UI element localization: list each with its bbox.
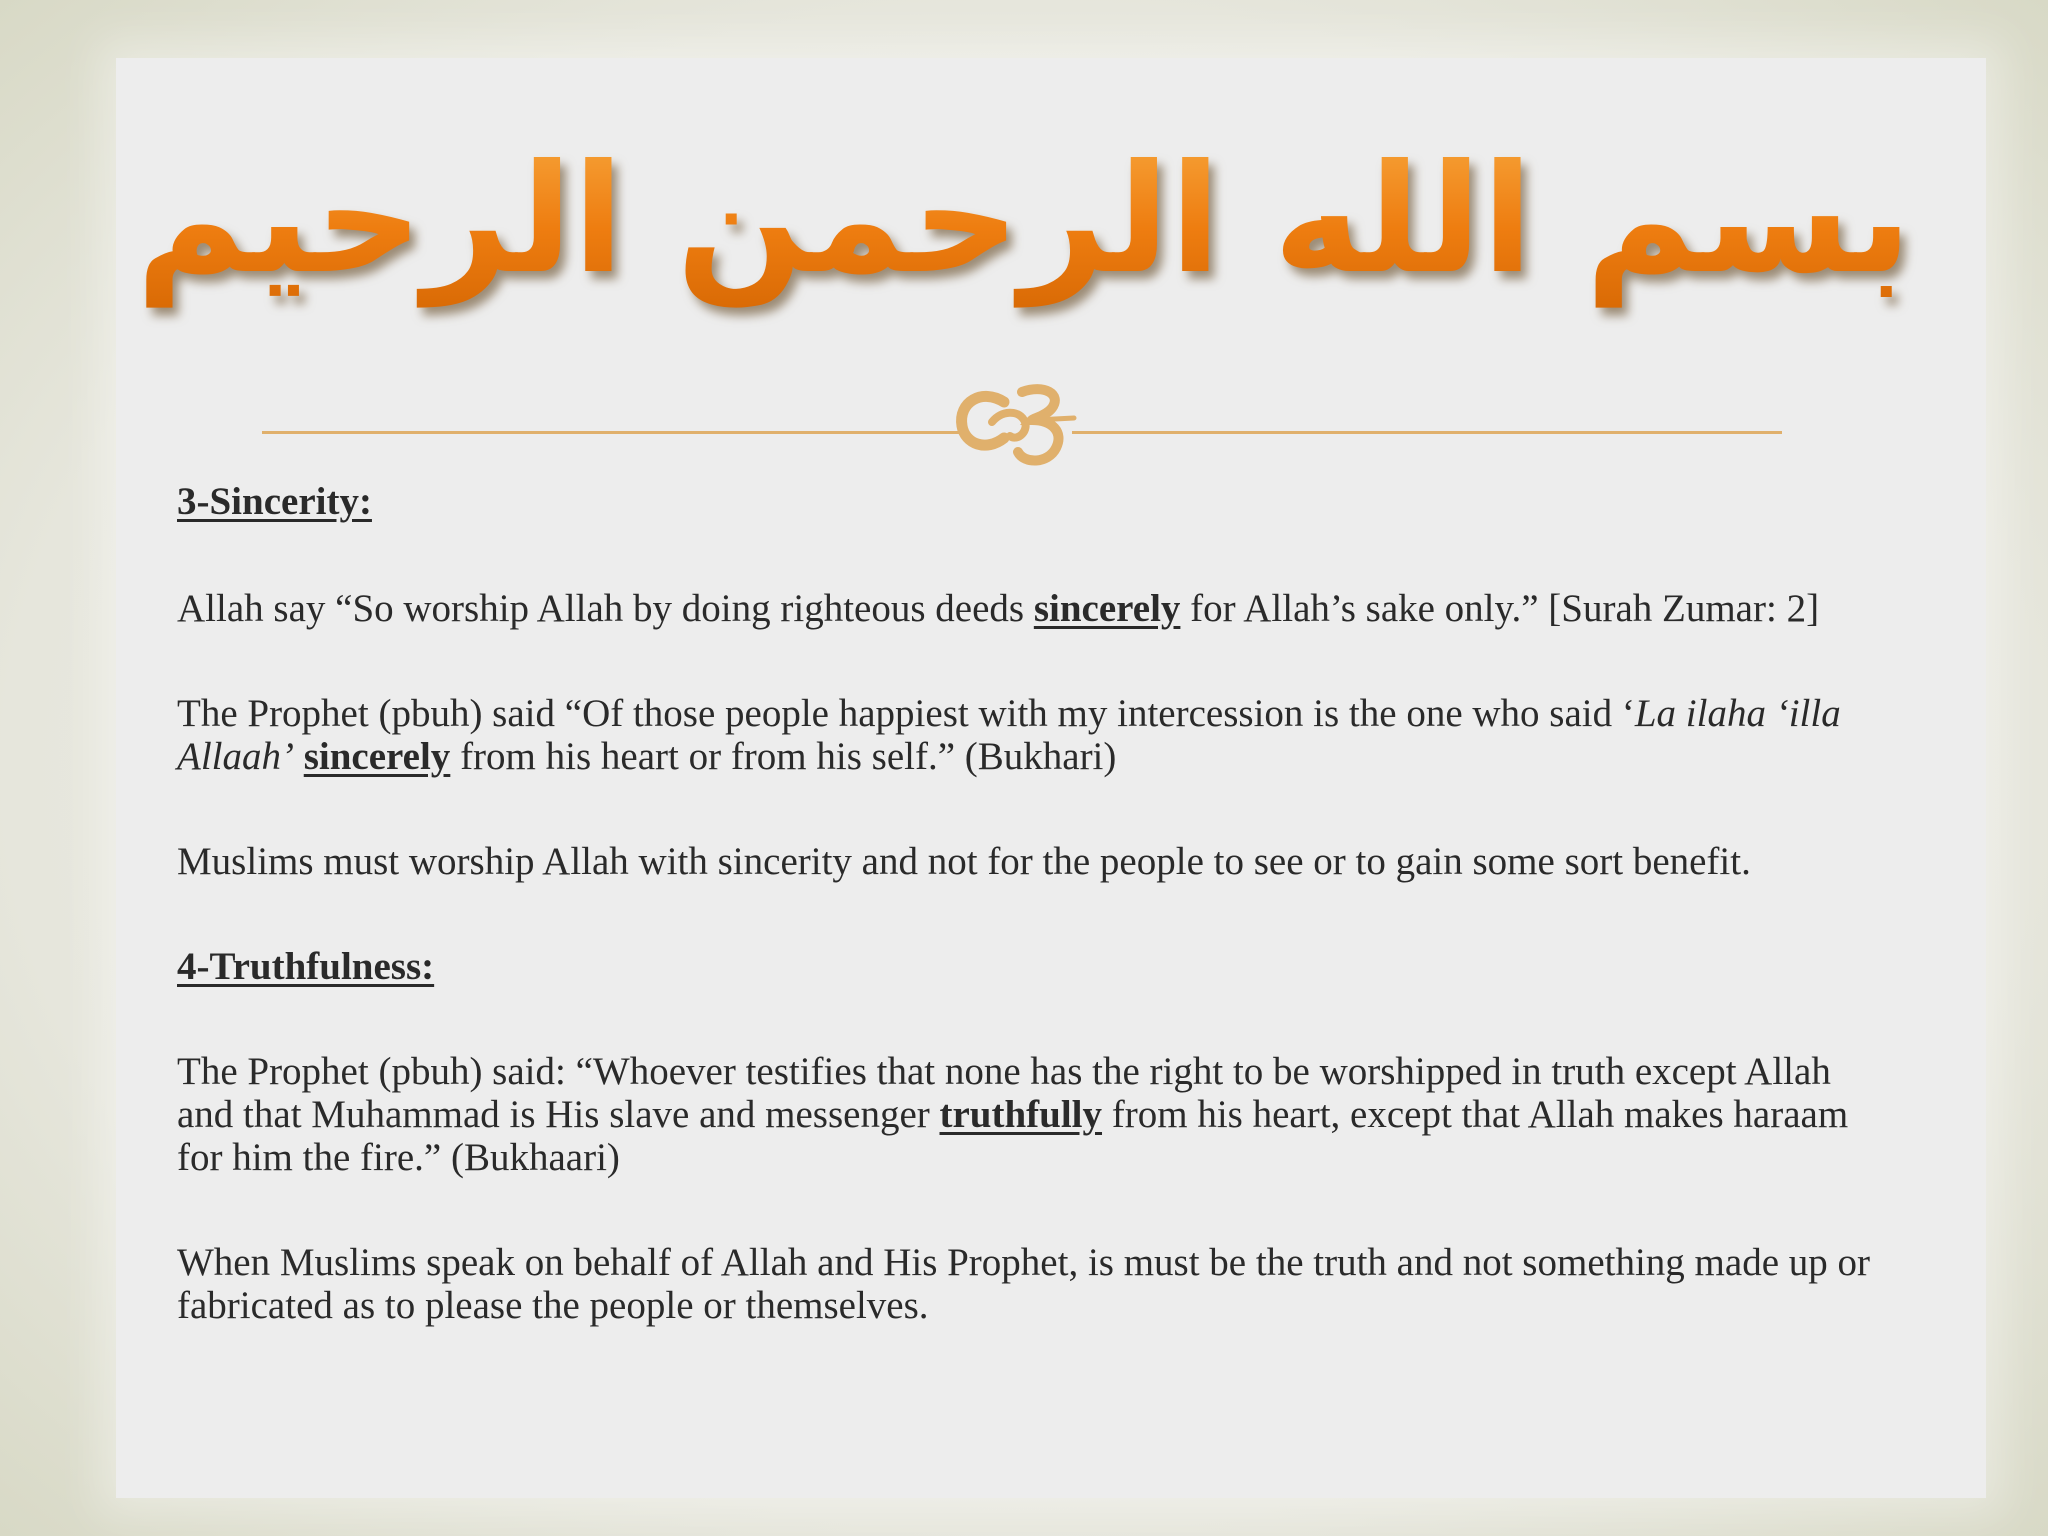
text: for Allah’s sake only.” [Surah Zumar: 2] bbox=[1180, 587, 1820, 630]
text: Allah say “So worship Allah by doing righteous deeds bbox=[177, 587, 1034, 630]
italic-shahada: La ilaha ‘illa Allaah’ bbox=[177, 692, 1841, 778]
paragraph-hadith-intercession bbox=[177, 692, 1877, 778]
emphasis-truthfully: truthfully bbox=[939, 1093, 1103, 1136]
slide-title: بسم الله الرحمن الرحيم bbox=[0, 130, 2048, 310]
text: from his heart or from his self.” (Bukhari) bbox=[450, 735, 1117, 778]
paragraph-quran-quote bbox=[177, 587, 1877, 630]
section-heading-truthfulness: 4-Truthfulness: bbox=[177, 945, 435, 988]
slide-body bbox=[177, 480, 1877, 1327]
title-divider bbox=[262, 380, 1782, 460]
text: The Prophet (pbuh) said: “Whoever testifies that none has the right to be worshipped in truth except Allah and that Muhammad is His slave and messenger bbox=[177, 1050, 1831, 1136]
ornament-scroll-icon bbox=[952, 380, 1082, 470]
text bbox=[294, 735, 304, 778]
emphasis-sincerely: sincerely bbox=[1033, 587, 1181, 630]
section-heading-sincerity: 3-Sincerity: bbox=[177, 480, 372, 523]
paragraph-hadith-testimony bbox=[177, 1050, 1877, 1179]
text: The Prophet (pbuh) said “Of those people happiest with my intercession is the one who said ‘ bbox=[177, 692, 1635, 735]
divider-line-left bbox=[262, 431, 962, 434]
text: from his heart, except that Allah makes haraam for him the fire.” (Bukhaari) bbox=[177, 1093, 1849, 1179]
paragraph-truthfulness-explanation: When Muslims speak on behalf of Allah and His Prophet, is must be the truth and not something made up or fabricated as to please the people or themselves. bbox=[177, 1241, 1870, 1327]
emphasis-sincerely: sincerely bbox=[303, 735, 451, 778]
paragraph-sincerity-explanation: Muslims must worship Allah with sincerity and not for the people to see or to gain some sort benefit. bbox=[177, 840, 1751, 883]
divider-line-right bbox=[1072, 431, 1782, 434]
